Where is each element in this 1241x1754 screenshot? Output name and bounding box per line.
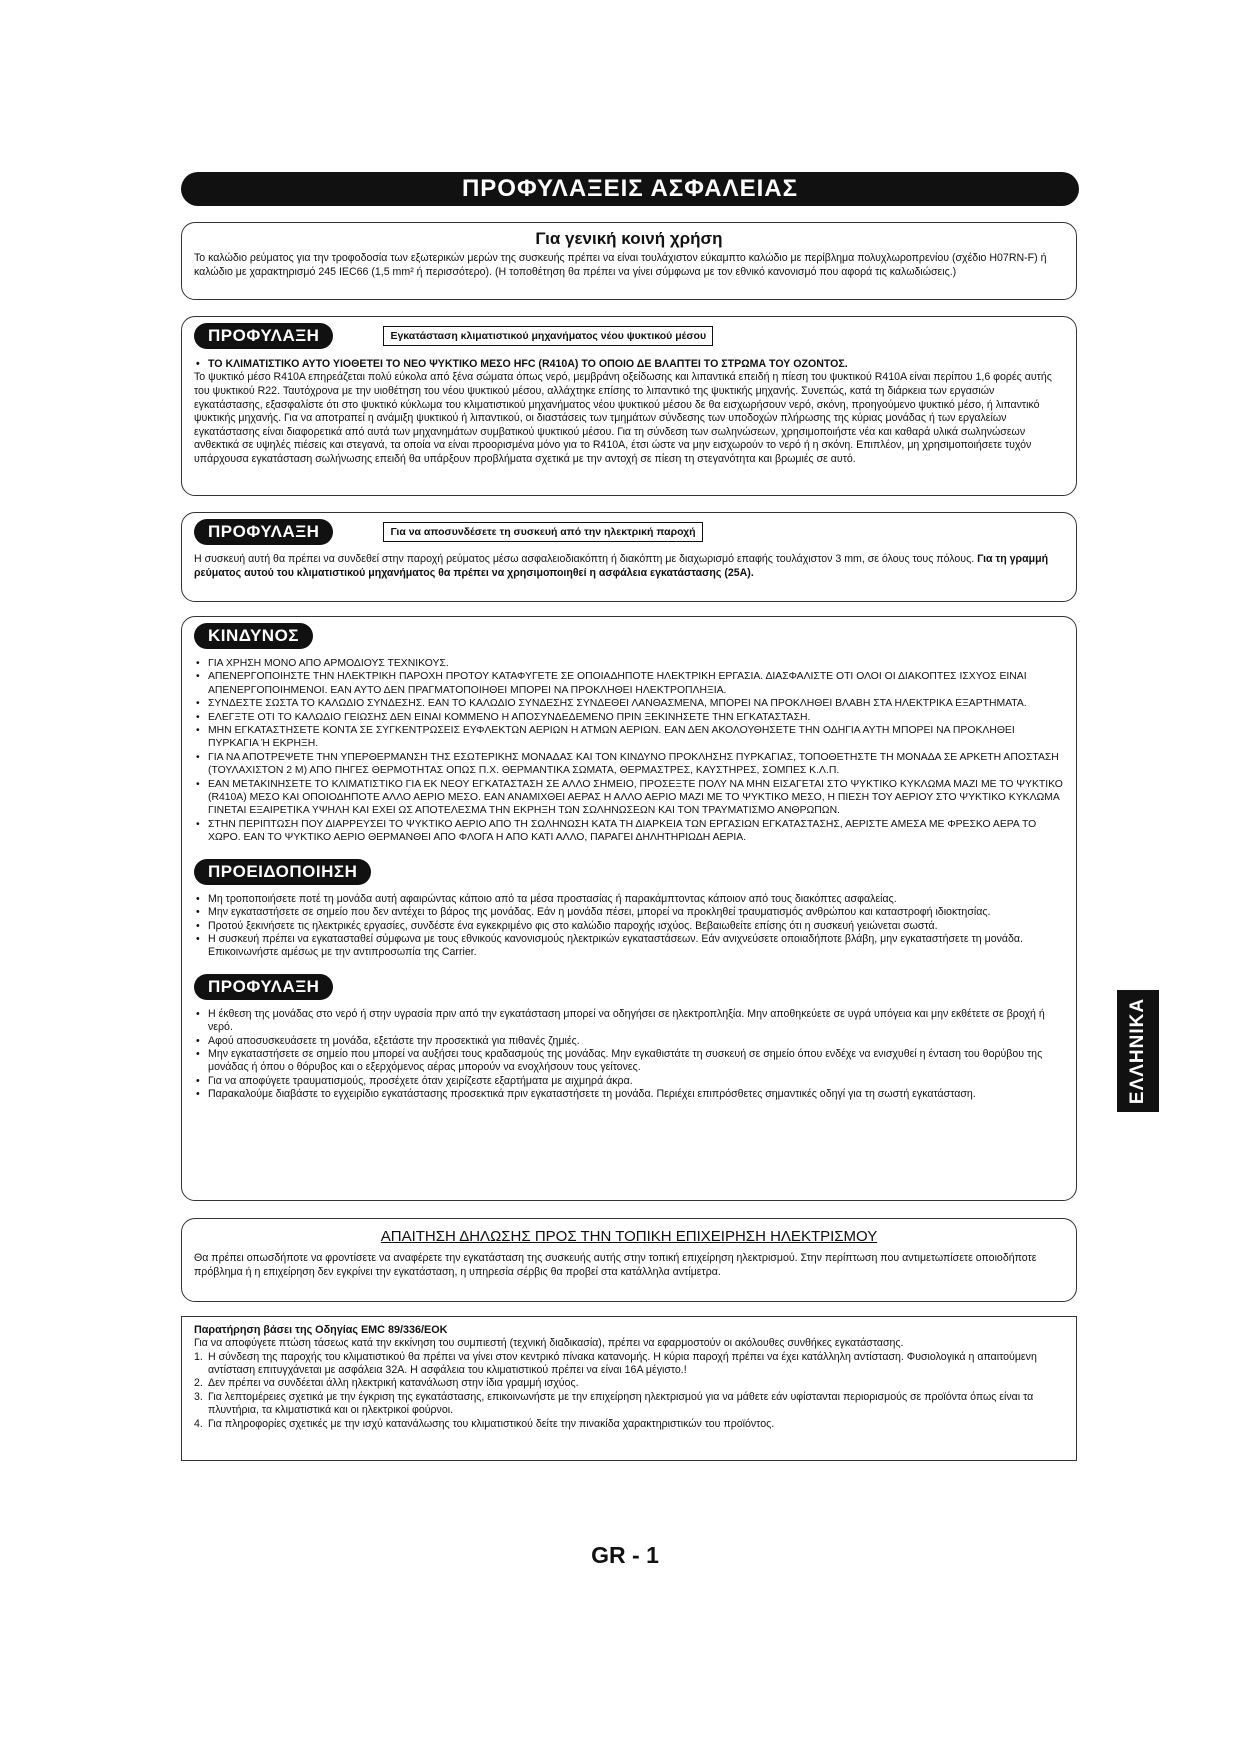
caution-item: • Η έκθεση της μονάδας στο νερό ή στην υγρασία πριν από την εγκατάσταση μπορεί να οδηγήσει σε ηλεκτροπληξία. Μην αποθηκεύετε σε υγρά υπόγεια και μην εκθέτετε σε βροχή ή νερό.: [194, 1008, 1064, 1035]
emc-item: [194, 1391, 1064, 1418]
warning-label: ΠΡΟΕΙΔΟΠΟΙΗΣΗ: [194, 859, 371, 885]
caution-label: ΠΡΟΦΥΛΑΞΗ: [194, 323, 333, 349]
emc-item-number: 4.: [194, 1417, 203, 1430]
page-title: ΠΡΟΦΥΛΑΞΕΙΣ ΑΣΦΑΛΕΙΑΣ: [181, 172, 1079, 206]
caution-item: • Παρακαλούμε διαβάστε το εγχειρίδιο εγκατάστασης προσεκτικά πριν εγκαταστήσετε τη μονάδα. Περιέχει επιπρόσθετες σημαντικές οδηγί για τη σωστή εγκατάσταση.: [194, 1088, 1064, 1101]
danger-item: • ΕΛΕΓΞΤΕ ΟΤΙ ΤΟ ΚΑΛΩΔΙΟ ΓΕΙΩΣΗΣ ΔΕΝ ΕΙΝΑΙ ΚΟΜΜΕΝΟ Η ΑΠΟΣΥΝΔΕΔΕΜΕΝΟ ΠΡΙΝ ΞΕΚΙΝΗΣΕΤΕ ΤΗΝ ΕΓΚΑΤΑΣΤΑΣΗ.: [194, 711, 1064, 724]
caution-disconnect-bold: Για τη γραμμή ρεύματος αυτού του κλιματιστικού μηχανήματος θα πρέπει να χρησιμοποιηθεί η ασφάλεια εγκατάστασης (25A).: [194, 553, 1049, 579]
general-use-heading: Για γενική κοινή χρήση: [535, 229, 723, 248]
caution-disconnect-text: [194, 553, 1064, 580]
emc-item-text: Για λεπτομέρειες σχετικά με την έγκριση της εγκατάστασης, επικοινωνήστε με την επιχείρηση ηλεκτρισμού για να μάθετε εάν υφίστανται περιορισμούς σε προϊόντα όπως είναι τα πλυντήρια, τα κλιματιστικά και οι ηλεκτρικοί φούρνοι.: [208, 1390, 1034, 1417]
caution-refrigerant-box: [181, 316, 1077, 496]
caution-text: Το ψυκτικό μέσο R410A επηρεάζεται πολύ εύκολα από ξένα σώματα όπως νερό, μεμβράνη οξείδωσης και λιπαντικά επειδή η πίεση του ψυκτικού R410A είναι περίπου 1,6 φορές αυτής του ψυκτικού R22. Ταυτόχρονα με την υιοθέτηση του νέου ψυκτικού μέσου, αλλάχτηκε επίσης το λιπαντικό της ψυκτικής μηχανής. Συνεπώς, κατά τη διάρκεια των εργασιών εγκατάστασης, εξασφαλίστε ότι στο ψυκτικό κύκλωμα του κλιματιστικού μηχανήματος νέου ψυκτικού μέσου δε θα εισχωρήσουν νερό, σκόνη, προηγούμενο ψυκτικό μέσο, ή λιπαντικό ψυκτικής μηχανής. Για να αποτραπεί η ανάμιξη ψυκτικού ή λιπαντικού, οι διαστάσεις των τμημάτων σύνδεσης των υποδοχών πλήρωσης της κύριας μονάδας ή των εργαλείων εγκατάστασης είναι διαφορετικά από αυτά των μηχανημάτων συμβατικού ψυκτικού μέσου. Για τη σύνδεση των σωληνώσεων, χρησιμοποιήστε νέα και καθαρά υλικά σωληνώσεων ανθεκτικά σε υψηλές πιέσεις και στεγανά, τα οποία να είναι προορισμένα μόνο για το R410A, έτσι ώστε να μην εισχωρούν το νερό ή η σκόνη. Επιπλέον, μη χρησιμοποιήσετε τυχόν υπάρχουσα εγκατάσταση σωλήνωσης επειδή θα υπάρξουν προβλήματα σχετικά με την αντοχή σε πίεση τη στεγανότητα και βρωμιές σε αυτό.: [194, 371, 1052, 465]
caution-label: ΠΡΟΦΥΛΑΞΗ: [194, 519, 333, 545]
danger-item: • ΓΙΑ ΝΑ ΑΠΟΤΡΕΨΕΤΕ ΤΗΝ ΥΠΕΡΘΕΡΜΑΝΣΗ ΤΗΣ ΕΣΩΤΕΡΙΚΗΣ ΜΟΝΑΔΑΣ ΚΑΙ ΤΟΝ ΚΙΝΔΥΝΟ ΠΡΟΚΛΗΣΗΣ ΠΥΡΚΑΓΙΑΣ, ΤΟΠΟΘΕΤΗΣΤΕ ΤΗ ΜΟΝΑΔΑ ΣΕ ΑΡΚΕΤΗ ΑΠΟΣΤΑΣΗ (ΤΟΥΛΑΧΙΣΤΟΝ 2 Μ) ΑΠΟ ΠΗΓΕΣ ΘΕΡΜΟΤΗΤΑΣ ΟΠΩΣ Π.Χ. ΘΕΡΜΑΝΤΙΚΑ ΣΩΜΑΤΑ, ΘΕΡΜΑΣΤΡΕΣ, ΚΑΥΣΤΗΡΕΣ, ΣΟΜΠΕΣ Κ.Λ.Π.: [194, 751, 1064, 778]
emc-item-number: 3.: [194, 1390, 203, 1403]
electric-company-heading: ΑΠΑΙΤΗΣΗ ΔΗΛΩΣΗΣ ΠΡΟΣ ΤΗΝ ΤΟΠΙΚΗ ΕΠΙΧΕΙΡΗΣΗ ΗΛΕΚΤΡΙΣΜΟΥ: [380, 1228, 878, 1245]
emc-item-number: 1.: [194, 1350, 203, 1363]
caution-disconnect-box: [181, 512, 1077, 602]
caution-label: ΠΡΟΦΥΛΑΞΗ: [194, 974, 333, 1000]
emc-item: [194, 1351, 1064, 1378]
warning-item: • Μη τροποποιήσετε ποτέ τη μονάδα αυτή αφαιρώντας κάποιο από τα μέσα προστασίας ή παρακάμπτοντας κάποιον από τους διακόπτες ασφαλείας.: [194, 893, 1064, 906]
emc-item-text: Για πληροφορίες σχετικές με την ισχύ κατανάλωσης του κλιματιστικού δείτε την πινακίδα χαρακτηριστικών του προϊόντος.: [208, 1417, 775, 1430]
emc-intro: Για να αποφύγετε πτώση τάσεως κατά την εκκίνηση του συμπιεστή (τεχνική διαδικασία), πρέπει να εφαρμοστούν οι ακόλουθες συνθήκες εγκατάστασης.: [194, 1337, 904, 1349]
emc-item: [194, 1418, 1064, 1431]
general-use-box: [181, 222, 1077, 300]
warning-item: • Μην εγκαταστήσετε σε σημείο που δεν αντέχει το βάρος της μονάδας. Εάν η μονάδα πέσει, μπορεί να προκληθεί τραυματισμός ανθρώπου και καταστροφή ιδιοκτησίας.: [194, 906, 1064, 919]
warning-item: • Η συσκευή πρέπει να εγκατασταθεί σύμφωνα με τους εθνικούς κανονισμούς ηλεκτρικών εγκαταστάσεων. Εάν ανιχνεύσετε οποιαδήποτε βλάβη, μην εγκαταστήσετε τη μονάδα. Επικοινωνήστε αμέσως με την αντιπροσωπία της Carrier.: [194, 933, 1064, 960]
caution-subheading: Εγκατάσταση κλιματιστικού μηχανήματος νέου ψυκτικού μέσου: [383, 326, 713, 346]
emc-item: [194, 1377, 1064, 1390]
caution-item: • Αφού αποσυσκευάσετε τη μονάδα, εξετάστε την προσεκτικά για πιθανές ζημιές.: [194, 1035, 1064, 1048]
danger-warning-box: [181, 616, 1077, 1201]
emc-item-text: Η σύνδεση της παροχής του κλιματιστικού θα πρέπει να γίνει στον κεντρικό πίνακα κατανομής. Η κύρια παροχή πρέπει να έχει κατάλληλη αντίσταση. Φυσιολογικά η απαιτούμενη αντίσταση επιτυγχάνεται με ασφάλεια 32A. Η ασφάλεια του κλιματιστικού πρέπει να είναι 16A μέγιστο.!: [208, 1350, 1037, 1376]
emc-heading: Παρατήρηση βάσει της Οδηγίας EMC 89/336/EOK: [194, 1324, 448, 1336]
general-use-text: Το καλώδιο ρεύματος για την τροφοδοσία των εξωτερικών μερών της συσκευής πρέπει να είναι τουλάχιστον εύκαμπτο καλώδιο με περίβλημα πολυχλωροπρενίου (σχέδιο H07RN-F) ή καλώδιο με χαρακτηρισμό 245 IEC66 (1,5 mm² ή περισσότερο). (Η τοποθέτηση θα πρέπει να γίνει σύμφωνα με τον εθνικό κανονισμό που αφορά τις καλωδιώσεις.): [194, 252, 1047, 278]
electric-company-text: Θα πρέπει οπωσδήποτε να φροντίσετε να αναφέρετε την εγκατάσταση της συσκευής αυτής στην τοπική επιχείρηση ηλεκτρισμού. Στην περίπτωση που αντιμετωπίσετε οποιοδήποτε πρόβλημα ή η επιχείρηση δεν εγκρίνει την εγκατάσταση, η υπηρεσία σέρβις θα προβεί στα κατάλληλα αντίμετρα.: [194, 1252, 1037, 1278]
emc-item-number: 2.: [194, 1377, 203, 1390]
caution-item: • Για να αποφύγετε τραυματισμούς, προσέχετε όταν χειρίζεστε εξαρτήματα με αιχμηρά άκρα.: [194, 1075, 1064, 1088]
danger-label: ΚΙΝΔΥΝΟΣ: [194, 623, 313, 649]
language-tab-label: ΕΛΛΗΝΙΚΑ: [1127, 997, 1148, 1105]
electric-company-box: [181, 1218, 1077, 1302]
page-number: GR - 1: [591, 1542, 659, 1568]
caution-item: • Μην εγκαταστήσετε σε σημείο που μπορεί να αυξήσει τους κραδασμούς της μονάδας. Μην εγκαθιστάτε τη συσκευή σε σημείο όπου ενδέχε να ενισχυθεί η ένταση του θορύβου της μονάδας ή όπου ο θόρυβος και ο εξερχόμενος αέρας μπορούν να ενοχλήσουν τους γείτονες.: [194, 1048, 1064, 1075]
danger-item: • ΕΑΝ ΜΕΤΑΚΙΝΗΣΕΤΕ ΤΟ ΚΛΙΜΑΤΙΣΤΙΚΟ ΓΙΑ ΕΚ ΝΕΟΥ ΕΓΚΑΤΑΣΤΑΣΗ ΣΕ ΑΛΛΟ ΣΗΜΕΙΟ, ΠΡΟΣΕΞΤΕ ΠΟΛΥ ΝΑ ΜΗΝ ΕΙΣΑΓΕΤΑΙ ΣΤΟ ΨΥΚΤΙΚΟ ΚΥΚΛΩΜΑ ΜΑΖΙ ΜΕ ΤΟ ΨΥΚΤΙΚΟ (R410A) ΜΕΣΟ ΚΑΙ ΟΠΟΙΟΔΗΠΟΤΕ ΑΛΛΟ ΑΕΡΙΟ ΜΕΣΟ. ΕΑΝ ΑΝΑΜΙΧΘΕΙ ΑΕΡΑΣ Η ΑΛΛΟ ΑΕΡΙΟ ΜΑΖΙ ΜΕ ΤΟ ΨΥΚΤΙΚΟ ΜΕΣΟ, Η ΠΙΕΣΗ ΤΟΥ ΑΕΡΙΟΥ ΣΤΟ ΨΥΚΤΙΚΟ ΚΥΚΛΩΜΑ ΓΙΝΕΤΑΙ ΕΞΑΙΡΕΤΙΚΑ ΥΨΗΛΗ ΚΑΙ ΕΧΕΙ ΩΣ ΑΠΟΤΕΛΕΣΜΑ ΤΗΝ ΕΚΡΗΞΗ ΤΩΝ ΣΩΛΗΝΩΣΕΩΝ ΚΑΙ ΤΟΝ ΤΡΑΥΜΑΤΙΣΜΟ ΑΝΘΡΩΠΩΝ.: [194, 778, 1064, 818]
danger-item: • ΑΠΕΝΕΡΓΟΠΟΙΗΣΤΕ ΤΗΝ ΗΛΕΚΤΡΙΚΗ ΠΑΡΟΧΗ ΠΡΟΤΟΥ ΚΑΤΑΦΥΓΕΤΕ ΣΕ ΟΠΟΙΑΔΗΠΟΤΕ ΗΛΕΚΤΡΙΚΗ ΕΡΓΑΣΙΑ. ΔΙΑΣΦΑΛΙΣΤΕ ΟΤΙ ΟΛΟΙ ΟΙ ΔΙΑΚΟΠΤΕΣ ΙΣΧΥΟΣ ΕΙΝΑΙ ΑΠΕΝΕΡΓΟΠΟΙΗΜΕΝΟΙ. ΕΑΝ ΑΥΤΟ ΔΕΝ ΠΡΑΓΜΑΤΟΠΟΙΗΘΕΙ ΜΠΟΡΕΙ ΝΑ ΠΡΟΚΛΗΘΕΙ ΗΛΕΚΤΡΟΠΛΗΞΙΑ.: [194, 670, 1064, 697]
emc-item-text: Δεν πρέπει να συνδέεται άλλη ηλεκτρική κατανάλωση στην ίδια γραμμή ισχύος.: [208, 1377, 579, 1390]
caution-subheading: Για να αποσυνδέσετε τη συσκευή από την ηλεκτρική παροχή: [383, 522, 702, 542]
caution-bullet: • ΤΟ ΚΛΙΜΑΤΙΣΤΙΚΟ ΑΥΤΟ ΥΙΟΘΕΤΕΙ ΤΟ ΝΕΟ ΨΥΚΤΙΚΟ ΜΕΣΟ HFC (R410A) ΤΟ ΟΠΟΙΟ ΔΕ ΒΛΑΠΤΕΙ ΤΟ ΣΤΡΩΜΑ ΤΟΥ ΟΖΟΝΤΟΣ.: [194, 358, 1064, 371]
language-tab: [1117, 990, 1159, 1112]
danger-item: • ΣΥΝΔΕΣΤΕ ΣΩΣΤΑ ΤΟ ΚΑΛΩΔΙΟ ΣΥΝΔΕΣΗΣ. ΕΑΝ ΤΟ ΚΑΛΩΔΙΟ ΣΥΝΔΕΣΗΣ ΣΥΝΔΕΘΕΙ ΛΑΝΘΑΣΜΕΝΑ, ΜΠΟΡΕΙ ΝΑ ΠΡΟΚΛΗΘΕΙ ΒΛΑΒΗ ΣΤΑ ΗΛΕΚΤΡΙΚΑ ΕΞΑΡΤΗΜΑΤΑ.: [194, 697, 1064, 710]
emc-box: [181, 1316, 1077, 1461]
danger-item: • ΓΙΑ ΧΡΗΣΗ ΜΟΝΟ ΑΠΟ ΑΡΜΟΔΙΟΥΣ ΤΕΧΝΙΚΟΥΣ.: [194, 657, 1064, 670]
warning-item: • Προτού ξεκινήσετε τις ηλεκτρικές εργασίες, συνδέστε ένα εγκεκριμένο φις στο καλώδιο παροχής ισχύος. Βεβαιωθείτε επίσης ότι η συσκευή γειώνεται σωστά.: [194, 920, 1064, 933]
caution-disconnect-plain: Η συσκευή αυτή θα πρέπει να συνδεθεί στην παροχή ρεύματος μέσω ασφαλειοδιακόπτη ή διακόπτη με διαχωρισμό επαφής τουλάχιστον 3 mm, σε όλους τους πόλους.: [194, 553, 978, 565]
danger-item: • ΜΗΝ ΕΓΚΑΤΑΣΤΗΣΕΤΕ ΚΟΝΤΑ ΣΕ ΣΥΓΚΕΝΤΡΩΣΕΙΣ ΕΥΦΛΕΚΤΩΝ ΑΕΡΙΩΝ Η ΑΤΜΩΝ ΑΕΡΙΩΝ. ΕΑΝ ΔΕΝ ΑΚΟΛΟΥΘΗΣΕΤΕ ΤΗΝ ΟΔΗΓΙΑ ΑΥΤΗ ΜΠΟΡΕΙ ΝΑ ΠΡΟΚΛΗΘΕΙ ΠΥΡΚΑΓΙΑ Ή ΕΚΡΗΞΗ.: [194, 724, 1064, 751]
danger-item: • ΣΤΗΝ ΠΕΡΙΠΤΩΣΗ ΠΟΥ ΔΙΑΡΡΕΥΣΕΙ ΤΟ ΨΥΚΤΙΚΟ ΑΕΡΙΟ ΑΠΟ ΤΗ ΣΩΛΗΝΩΣΗ ΚΑΤΑ ΤΗ ΔΙΑΡΚΕΙΑ ΤΩΝ ΕΡΓΑΣΙΩΝ ΕΓΚΑΤΑΣΤΑΣΗΣ, ΑΕΡΙΣΤΕ ΑΜΕΣΑ ΜΕ ΦΡΕΣΚΟ ΑΕΡΑ ΤΟ ΧΩΡΟ. ΕΑΝ ΤΟ ΨΥΚΤΙΚΟ ΑΕΡΙΟ ΘΕΡΜΑΝΘΕΙ ΑΠΟ ΦΛΟΓΑ Η ΑΠΟ ΚΑΤΙ ΑΛΛΟ, ΠΑΡΑΓΕΙ ΔΗΛΗΤΗΡΙΩΔΗ ΑΕΡΙΑ.: [194, 818, 1064, 845]
